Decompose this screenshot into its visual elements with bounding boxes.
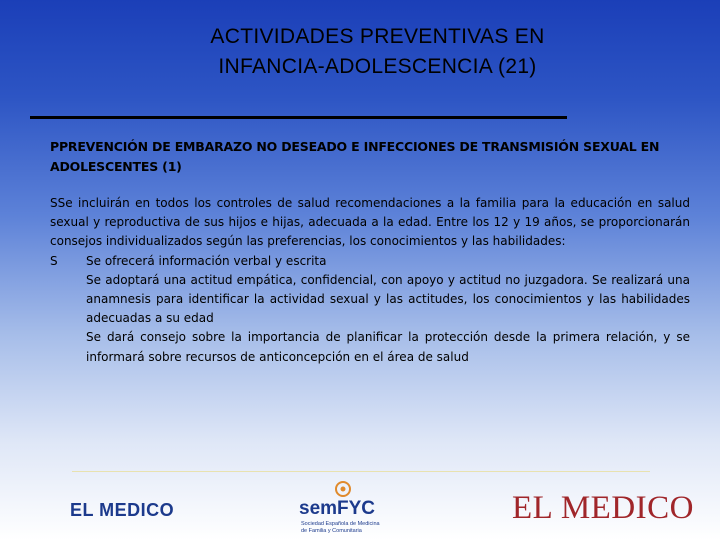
footer-divider [72,471,650,472]
list-item: Se adoptará una actitud empática, confidencial, con apoyo y actitud no juzgadora. Se realizará una anamnesis para identificar la actividad sexual y las actitudes, los conocimientos y las habilidades adecuadas a su edad [86,272,690,326]
semfyc-subtitle-1: Sociedad Española de Medicina [301,521,380,527]
list-item [50,252,690,271]
list-item-text: Se ofrecerá información verbal y escrita [86,253,327,268]
slide-title [0,22,720,82]
title-line-2: INFANCIA-ADOLESCENCIA (21) [218,55,537,78]
list-item: Se dará consejo sobre la importancia de planificar la protección desde la primera relación, y se informará sobre recursos de anticoncepción en el área de salud [86,330,690,364]
el-medico-logo-right: EL MEDICO [512,490,695,526]
semfyc-logo [295,480,395,536]
section-heading: PPREVENCIÓN DE EMBARAZO NO DESEADO E INFECCIONES DE TRANSMISIÓN SEXUAL EN ADOLESCENTES (1) [50,139,660,174]
title-divider [30,116,567,119]
intro-paragraph: SSe incluirán en todos los controles de salud recomendaciones a la familia para la educación en salud sexual y reproductiva de sus hijos e hijas, adecuada a la edad. Entre los 12 y 19 años, se proporcionarán consejos individualizados según las preferencias, los conocimientos y las habilidades: [50,196,690,249]
body-text [50,194,690,367]
semfyc-logo-graphic [295,480,395,536]
semfyc-emblem-dot [341,487,346,492]
title-line-1: ACTIVIDADES PREVENTIVAS EN [210,25,545,48]
semfyc-wordmark: semFYC [299,498,376,519]
el-medico-logo-left: EL MEDICO [70,500,175,520]
bullet-mark: S [50,253,58,268]
semfyc-subtitle-2: de Familia y Comunitaria [301,528,362,534]
